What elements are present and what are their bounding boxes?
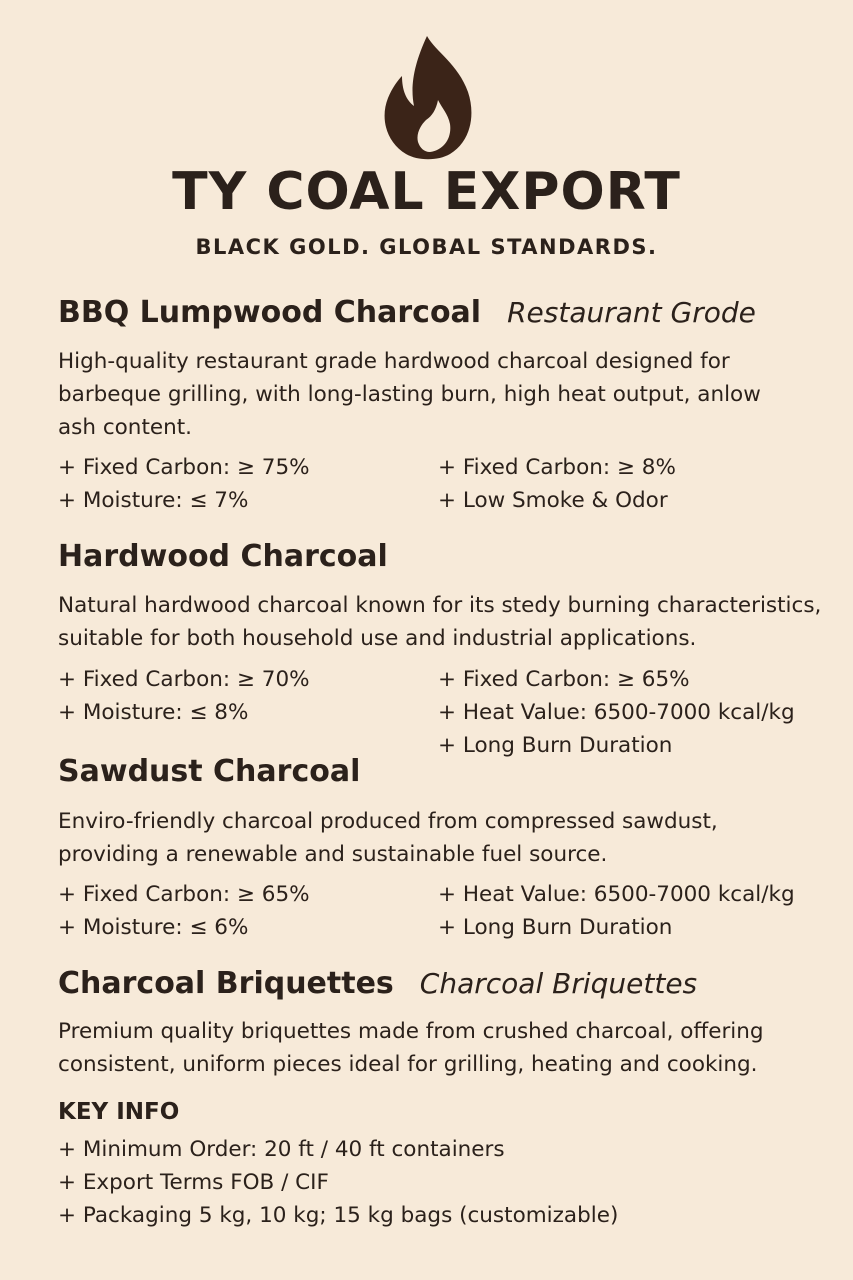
- product-title-text: Sawdust Charcoal: [58, 754, 361, 789]
- brand-tagline: BLACK GOLD. GLOBAL STANDARDS.: [195, 235, 658, 259]
- key-info-item: + Export Terms FOB / CIF: [58, 1170, 329, 1195]
- spec-item: + Long Burn Duration: [438, 915, 673, 940]
- product-grade: Restaurant Grode: [507, 296, 756, 329]
- description-line: barbeque grilling, with long-lasting burn, high heat output, anlow: [58, 382, 761, 407]
- product-grade: Charcoal Briquettes: [419, 967, 698, 1000]
- spec-item: + Fixed Carbon: ≥ 65%: [438, 667, 690, 692]
- spec-item: + Fixed Carbon: ≥ 70%: [58, 667, 310, 692]
- key-info-title: KEY INFO: [58, 1099, 180, 1125]
- product-title-text: BBQ Lumpwood Charcoal: [58, 295, 482, 330]
- product-title-hardwood: [58, 537, 388, 577]
- product-title-bbq-lumpwood: [58, 293, 756, 333]
- description-line: suitable for both household use and industrial applications.: [58, 626, 697, 651]
- product-title-sawdust: [58, 752, 360, 792]
- description-line: Natural hardwood charcoal known for its stedy burning characteristics,: [58, 593, 822, 618]
- product-description: [58, 1015, 838, 1081]
- key-info-item: + Minimum Order: 20 ft / 40 ft containers: [58, 1137, 505, 1162]
- spec-item: + Heat Value: 6500-7000 kcal/kg: [438, 700, 795, 725]
- description-line: consistent, uniform pieces ideal for grilling, heating and cooking.: [58, 1052, 758, 1077]
- description-line: Premium quality briquettes made from crushed charcoal, offering: [58, 1019, 764, 1044]
- key-info-item: + Packaging 5 kg, 10 kg; 15 kg bags (customizable): [58, 1203, 619, 1228]
- spec-item: + Fixed Carbon: ≥ 75%: [58, 455, 310, 480]
- spec-item: + Moisture: ≤ 8%: [58, 700, 249, 725]
- spec-item: + Heat Value: 6500-7000 kcal/kg: [438, 882, 795, 907]
- flame-icon: [380, 34, 476, 160]
- description-line: providing a renewable and sustainable fuel source.: [58, 842, 608, 867]
- spec-item: + Moisture: ≤ 7%: [58, 488, 249, 513]
- product-title-briquettes: [58, 964, 697, 1004]
- brand-name: TY COAL EXPORT: [172, 162, 681, 222]
- description-line: Enviro-friendly charcoal produced from compressed sawdust,: [58, 809, 718, 834]
- spec-item: + Moisture: ≤ 6%: [58, 915, 249, 940]
- description-line: ash content.: [58, 415, 192, 440]
- spec-item: + Low Smoke & Odor: [438, 488, 668, 513]
- product-description: [58, 805, 838, 871]
- product-description: [58, 345, 838, 444]
- spec-item: + Fixed Carbon: ≥ 8%: [438, 455, 676, 480]
- spec-item: + Long Burn Duration: [438, 733, 673, 758]
- description-line: High-quality restaurant grade hardwood charcoal designed for: [58, 349, 730, 374]
- spec-item: + Fixed Carbon: ≥ 65%: [58, 882, 310, 907]
- product-description: [58, 589, 838, 655]
- product-title-text: Hardwood Charcoal: [58, 539, 388, 574]
- product-title-text: Charcoal Briquettes: [58, 966, 394, 1001]
